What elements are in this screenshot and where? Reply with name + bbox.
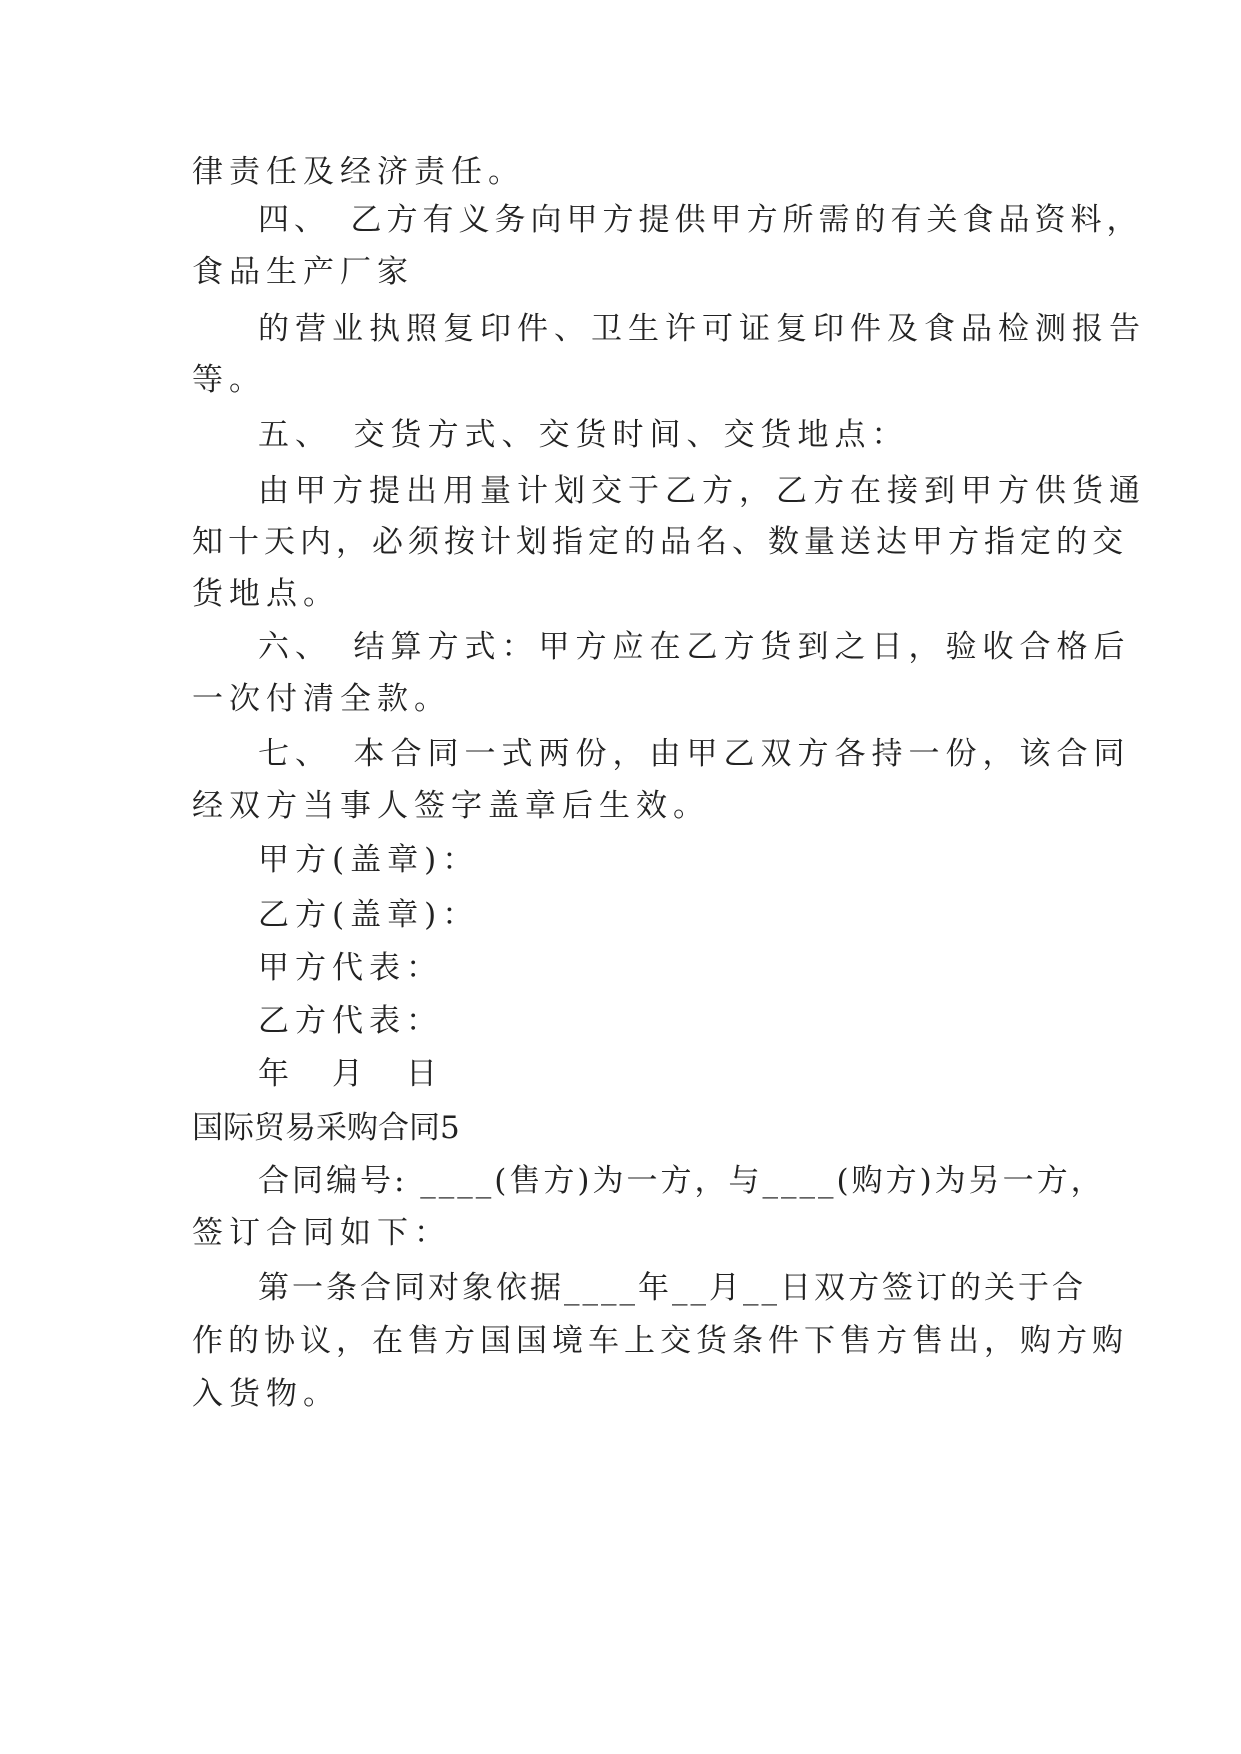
- party-b-seal-label: 乙方(盖章)：: [258, 897, 480, 933]
- article-1-line-1: 第一条合同对象依据____年__月__日双方签订的关于合: [258, 1270, 1086, 1306]
- article-1-line-2: 作的协议，在售方国国境车上交货条件下售方售出，购方购: [192, 1323, 1128, 1359]
- contract-number-line: 合同编号: ____(售方)为一方，与____(购方)为另一方，: [258, 1163, 1105, 1199]
- clause-5-line-2: 知十天内，必须按计划指定的品名、数量送达甲方指定的交: [192, 524, 1128, 560]
- clause-7-line-2: 经双方当事人签字盖章后生效。: [192, 788, 710, 824]
- party-a-seal-label: 甲方(盖章)：: [258, 842, 480, 878]
- clause-6-line-1: 六、 结算方式：甲方应在乙方货到之日，验收合格后: [258, 629, 1131, 665]
- clause-4-line-2: 食品生产厂家: [192, 254, 414, 290]
- clause-4-line-1: 四、 乙方有义务向甲方提供甲方所需的有关食品资料，: [258, 202, 1143, 238]
- clause-6-line-2: 一次付清全款。: [192, 681, 451, 717]
- contract-intro-line: 签订合同如下：: [192, 1215, 451, 1251]
- clause-7-line-1: 七、 本合同一式两份，由甲乙双方各持一份，该合同: [258, 736, 1131, 772]
- text-line-1: 律责任及经济责任。: [192, 154, 525, 190]
- party-a-representative-label: 甲方代表：: [258, 950, 443, 986]
- clause-4-line-4: 等。: [192, 362, 266, 398]
- section-title: 国际贸易采购合同5: [192, 1110, 460, 1146]
- clause-5-line-1: 由甲方提出用量计划交于乙方，乙方在接到甲方供货通: [258, 473, 1146, 509]
- clause-5-line-3: 货地点。: [192, 576, 340, 612]
- article-1-line-3: 入货物。: [192, 1376, 340, 1412]
- clause-4-line-3: 的营业执照复印件、卫生许可证复印件及食品检测报告: [258, 311, 1146, 347]
- clause-5-heading: 五、 交货方式、交货时间、交货地点：: [258, 417, 909, 453]
- date-line: 年 月 日: [258, 1056, 443, 1092]
- party-b-representative-label: 乙方代表：: [258, 1003, 443, 1039]
